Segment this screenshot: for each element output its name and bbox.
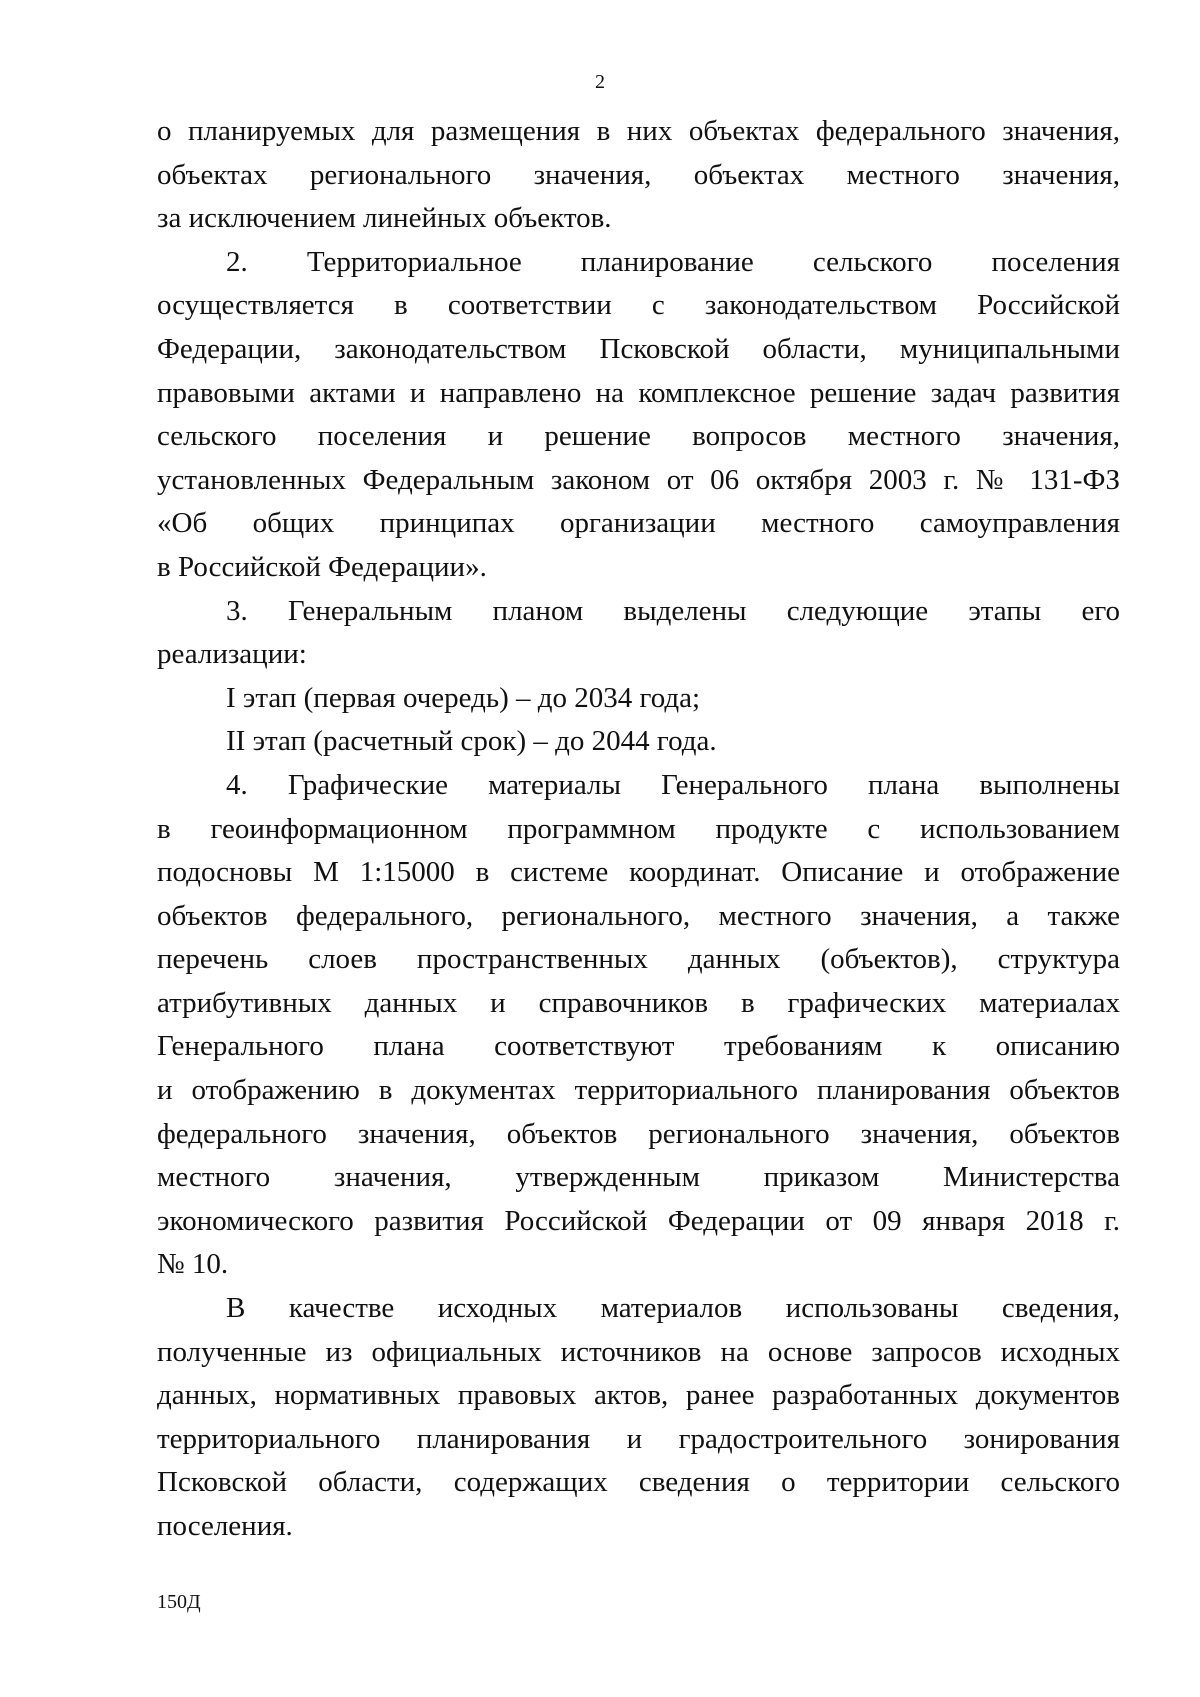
- text-line: данных, нормативных правовых актов, ранее разработанных документов: [157, 1379, 1120, 1412]
- document-code: 150Д: [157, 1591, 201, 1613]
- text-line: перечень слоев пространственных данных (объектов), структура: [157, 943, 1120, 976]
- text-line: II этап (расчетный срок) – до 2044 года.: [226, 725, 717, 758]
- text-line: Псковской области, содержащих сведения о территории сельского: [157, 1466, 1120, 1499]
- text-line: сельского поселения и решение вопросов местного значения,: [157, 420, 1120, 453]
- text-line: территориального планирования и градостроительного зонирования: [157, 1422, 1120, 1455]
- text-line: 2. Территориальное планирование сельского поселения: [226, 245, 1120, 278]
- text-line: 3. Генеральным планом выделены следующие этапы его: [226, 594, 1120, 627]
- text-line: в Российской Федерации».: [157, 550, 487, 583]
- text-line: объектов федерального, регионального, местного значения, а также: [157, 899, 1120, 932]
- text-line: правовыми актами и направлено на комплексное решение задач развития: [157, 376, 1120, 409]
- text-line: № 10.: [157, 1248, 229, 1281]
- text-line: В качестве исходных материалов использованы сведения,: [226, 1292, 1120, 1325]
- text-line: осуществляется в соответствии с законодательством Российской: [157, 289, 1120, 322]
- text-line: федерального значения, объектов регионального значения, объектов: [157, 1117, 1120, 1150]
- text-line: о планируемых для размещения в них объектах федерального значения,: [157, 115, 1120, 147]
- text-line: и отображению в документах территориального планирования объектов: [157, 1074, 1120, 1107]
- text-line: «Об общих принципах организации местного самоуправления: [157, 507, 1120, 540]
- text-line: за исключением линейных объектов.: [157, 202, 612, 235]
- text-line: местного значения, утвержденным приказом Министерства: [157, 1161, 1120, 1194]
- text-line: реализации:: [157, 638, 307, 671]
- text-line: Федерации, законодательством Псковской области, муниципальными: [157, 332, 1120, 365]
- text-line: подосновы М 1:15000 в системе координат. Описание и отображение: [157, 856, 1120, 889]
- text-line: объектах регионального значения, объектах местного значения,: [157, 158, 1120, 191]
- text-line: поселения.: [157, 1510, 293, 1542]
- text-line: экономического развития Российской Федерации от 09 января 2018 г.: [157, 1204, 1120, 1237]
- text-line: в геоинформационном программном продукте с использованием: [157, 812, 1120, 845]
- text-line: атрибутивных данных и справочников в графических материалах: [157, 986, 1120, 1019]
- text-line: полученные из официальных источников на основе запросов исходных: [157, 1335, 1120, 1368]
- document-body: [157, 110, 1120, 1549]
- text-line: установленных Федеральным законом от 06 октября 2003 г. № 131-ФЗ: [157, 463, 1120, 496]
- page-number: 2: [595, 71, 605, 93]
- text-line: I этап (первая очередь) – до 2034 года;: [226, 681, 701, 714]
- text-line: 4. Графические материалы Генерального плана выполнены: [226, 768, 1120, 801]
- text-line: Генерального плана соответствуют требованиям к описанию: [157, 1030, 1120, 1063]
